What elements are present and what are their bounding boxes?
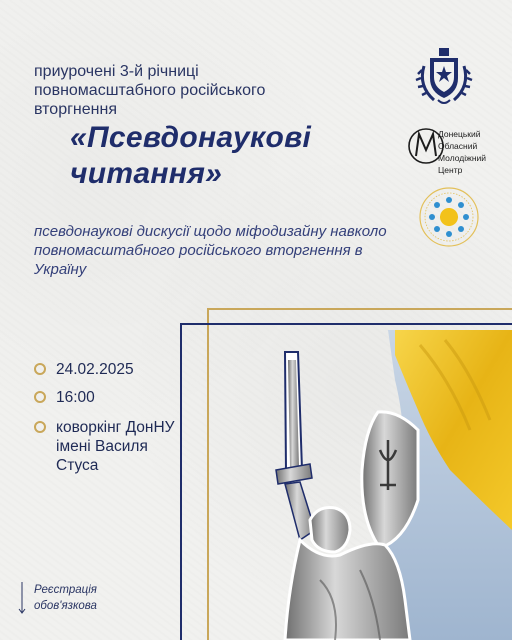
youth-center-label: Донецький Обласний Молодіжний Центр <box>438 129 487 175</box>
sunburst-emblem-icon <box>418 186 480 248</box>
crest-icon <box>414 40 474 110</box>
registration-note: Реєстрація обов'язкова <box>34 584 97 612</box>
event-location <box>34 418 186 475</box>
location-bullet-icon <box>34 421 46 433</box>
time-text: 16:00 <box>56 389 95 406</box>
time-bullet-icon <box>34 391 46 403</box>
date-bullet-icon <box>34 363 46 375</box>
event-date <box>34 360 186 379</box>
event-time <box>34 388 186 407</box>
location-text: коворкінг ДонНУ імені Василя Стуса <box>56 419 175 474</box>
navy-frame <box>180 323 512 640</box>
date-text: 24.02.2025 <box>56 361 134 378</box>
arrow-down-icon <box>18 582 26 616</box>
event-title: «Псевдонаукові читання» <box>70 121 312 190</box>
event-subtitle: приурочені 3-й річниці повномасштабного російського вторгнення <box>34 63 266 118</box>
event-description: псевдонаукові дискусії щодо міфодизайну навколо повномасштабного російського вторгнення в Україну <box>34 223 387 278</box>
